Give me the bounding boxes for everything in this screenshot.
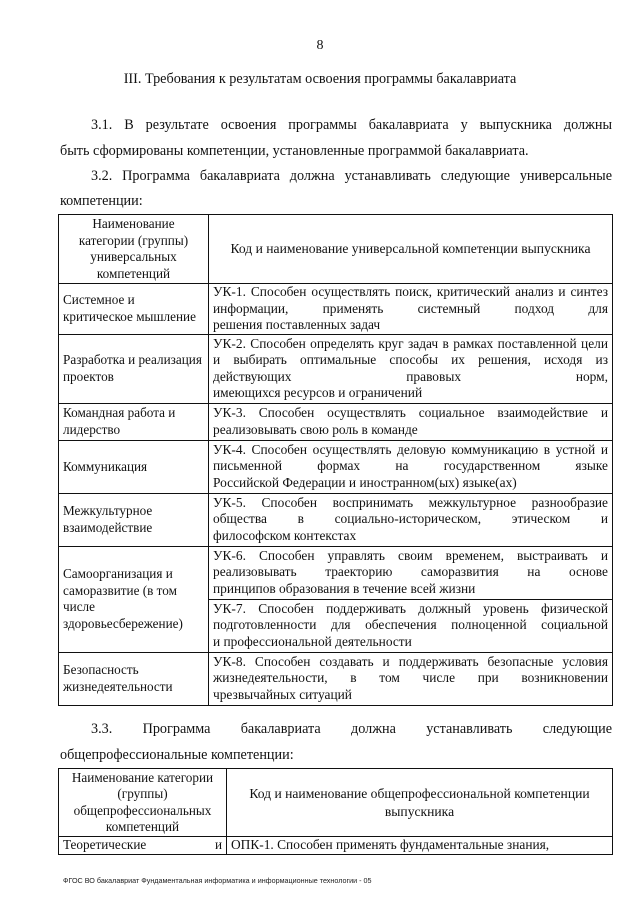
desc-main: УК-4. Способен осуществлять деловую коммуникацию в устной и письменной формах на государственном языке [213, 441, 608, 474]
row-description [209, 440, 613, 493]
header-category: Наименование категории (группы) общепрофессиональных компетенций [59, 769, 227, 837]
desc-main: УК-7. Способен поддерживать должный уровень физической подготовленности для обеспечения полноценной социальной [213, 600, 608, 633]
desc-last: чрезвычайных ситуаций [213, 687, 352, 703]
row-category: Командная работа и лидерство [59, 403, 209, 440]
para-3-1-line-2: быть сформированы компетенции, установленные программой бакалавриата. [60, 143, 529, 159]
table-row [59, 546, 613, 599]
row-category: Самоорганизация и саморазвитие (в том числе здоровьесбережение) [59, 546, 209, 652]
header-category: Наименование категории (группы) универсальных компетенций [59, 215, 209, 284]
row-description [209, 403, 613, 440]
desc-main: УК-2. Способен определять круг задач в рамках поставленной цели и выбирать оптимальные способы их решения, исходя из действующих правовых норм, [213, 335, 608, 384]
section-title: III. Требования к результатам освоения программы бакалавриата [123, 71, 517, 87]
para-3-3-line-2: общепрофессиональные компетенции: [60, 747, 294, 763]
para-3-1-line-1: 3.1. В результате освоения программы бакалавриата у выпускника должны [91, 117, 612, 133]
page-number: 8 [316, 38, 324, 53]
table-row [59, 493, 613, 546]
general-professional-competencies-table [58, 768, 613, 855]
row-description: ОПК-1. Способен применять фундаментальные знания, [227, 837, 613, 855]
table-header-row [59, 769, 613, 837]
desc-last: и профессиональной деятельности [213, 634, 412, 650]
desc-last: имеющихся ресурсов и ограничений [213, 385, 423, 401]
row-description [209, 493, 613, 546]
desc-main: УК-1. Способен осуществлять поиск, критический анализ и синтез информации, применять системный подход для [213, 284, 608, 316]
row-description [209, 599, 613, 652]
row-category: Теоретические и [59, 837, 227, 855]
row-category: Системное и критическое мышление [59, 284, 209, 335]
header-code: Код и наименование универсальной компетенции выпускника [209, 215, 613, 284]
footer-text: ФГОС ВО бакалавриат Фундаментальная информатика и информационные технологии - 05 [63, 876, 372, 885]
row-category: Разработка и реализация проектов [59, 334, 209, 403]
desc-last: философском контекстах [213, 528, 357, 544]
header-code: Код и наименование общепрофессиональной компетенции выпускника [227, 769, 613, 837]
row-description [209, 652, 613, 705]
table-row [59, 334, 613, 403]
row-description [209, 284, 613, 335]
para-3-2-line-1: 3.2. Программа бакалавриата должна устанавливать следующие универсальные [91, 168, 612, 184]
desc-last: решения поставленных задач [213, 317, 381, 333]
row-category: Безопасность жизнедеятельности [59, 652, 209, 705]
desc-last: реализовывать свою роль в команде [213, 421, 418, 437]
table-row [59, 837, 613, 855]
desc-main: УК-8. Способен создавать и поддерживать безопасные условия жизнедеятельности, в том числе при возникновении [213, 653, 608, 686]
table-header-row [59, 215, 613, 284]
table-row [59, 652, 613, 705]
desc-last: принципов образования в течение всей жизни [213, 581, 476, 597]
row-description [209, 546, 613, 599]
table-row [59, 440, 613, 493]
row-description [209, 334, 613, 403]
universal-competencies-table [58, 214, 613, 706]
table-row [59, 284, 613, 335]
row-category: Межкультурное взаимодействие [59, 493, 209, 546]
para-3-2-line-2: компетенции: [60, 193, 143, 209]
table-row [59, 403, 613, 440]
para-3-3-line-1: 3.3. Программа бакалавриата должна устанавливать следующие [91, 721, 612, 737]
desc-main: УК-6. Способен управлять своим временем, выстраивать и реализовывать траекторию саморазвития на основе [213, 547, 608, 580]
desc-last: Российской Федерации и иностранном(ых) языке(ах) [213, 475, 517, 491]
row-category: Коммуникация [59, 440, 209, 493]
desc-main: УК-3. Способен осуществлять социальное взаимодействие и [213, 405, 608, 421]
desc-main: УК-5. Способен воспринимать межкультурное разнообразие общества в социально-историческом, этическом и [213, 494, 608, 527]
